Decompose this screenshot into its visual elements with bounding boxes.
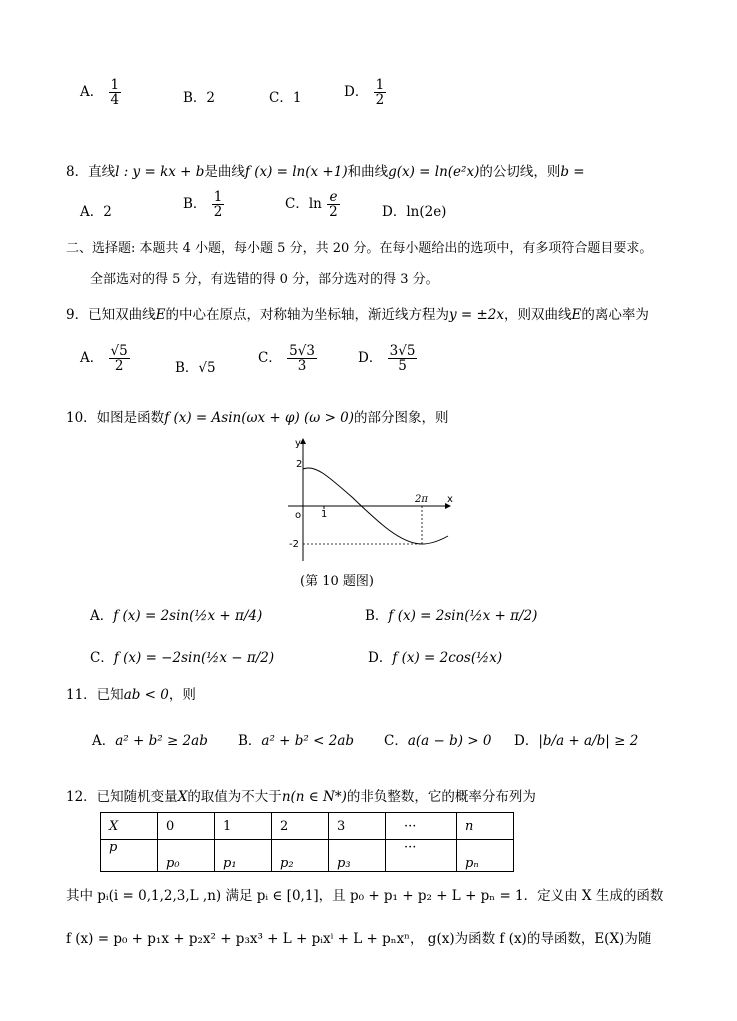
math: (ω > 0) — [304, 410, 355, 426]
text: 的非负整数，它的概率分布列为 — [346, 789, 536, 805]
denominator: 2 — [329, 204, 338, 221]
distribution-table — [100, 812, 514, 872]
q7-option-b — [183, 86, 215, 106]
option-letter: C． — [258, 350, 282, 367]
q12-line3: f (x) = p₀ + p₁x + p₂x² + p₃x³ + L + pᵢxⁱ + L + pₙxⁿ， g(x)为函数 f (x)的导函数，E(X)为随 — [66, 931, 652, 947]
fraction — [212, 190, 225, 219]
text: 和曲线 — [347, 164, 389, 180]
table-cell: 0 — [158, 813, 215, 840]
option-letter: C． — [285, 196, 309, 213]
q7-option-d — [344, 78, 387, 107]
option-letter: C． — [384, 733, 408, 749]
q9-option-d — [358, 344, 418, 373]
text: ，则 — [168, 687, 196, 703]
option-letter: A． — [80, 350, 104, 367]
table-row — [101, 840, 514, 872]
fraction — [327, 190, 340, 219]
table-cell: p₁ — [215, 840, 272, 872]
math: n(n ∈ N*) — [281, 789, 347, 805]
option-letter: A． — [90, 608, 114, 624]
option-letter: B． — [183, 90, 207, 106]
text: 的取值为不大于 — [187, 789, 282, 805]
y-label: y — [295, 438, 301, 449]
section-heading: 二、选择题: 本题共 4 小题，每小题 5 分，共 20 分。在每小题给出的选项中，有多项符合题目要求。 — [66, 241, 653, 256]
option-letter: C． — [90, 650, 114, 666]
numerator: 3√5 — [389, 343, 416, 359]
text: 的离心率为 — [581, 307, 649, 323]
q11-option-a — [92, 729, 208, 749]
table-cell: p₃ — [329, 840, 386, 872]
option-letter: A． — [92, 733, 116, 749]
option-letter: D． — [358, 350, 383, 367]
option-letter: D． — [344, 84, 369, 101]
q7-option-a — [80, 78, 122, 107]
numerator: √5 — [110, 343, 128, 359]
tick-x-1: 1 — [321, 509, 328, 520]
table-cell: p₂ — [272, 840, 329, 872]
option-value: 2 — [103, 204, 112, 220]
q10-option-c — [90, 646, 274, 666]
q10-option-a — [90, 604, 262, 624]
numerator: 5√3 — [289, 343, 315, 359]
table-cell: ··· — [386, 840, 457, 872]
q7-option-c — [269, 86, 301, 106]
fraction — [109, 78, 122, 107]
option-letter: B． — [238, 733, 262, 749]
denominator: 5 — [398, 358, 407, 375]
math: f (x) = ln(x +1) — [244, 164, 348, 180]
table-cell: pₙ — [457, 840, 514, 872]
option-value: 1 — [292, 90, 302, 106]
text: 的公切线，则 — [479, 164, 561, 180]
option-letter: C． — [269, 90, 293, 106]
origin-label: o — [295, 510, 302, 521]
table-cell: n — [457, 813, 514, 840]
denominator: 3 — [297, 358, 307, 375]
q8-option-b — [183, 190, 225, 219]
q11-option-d — [514, 729, 638, 749]
table-cell: X — [101, 813, 158, 840]
q9-option-a — [80, 344, 131, 373]
option-letter: D． — [514, 733, 539, 749]
numerator: 1 — [110, 77, 120, 93]
q9-option-b — [175, 356, 216, 376]
tick-x-2pi: 2π — [415, 494, 428, 505]
q12-stem — [66, 785, 536, 805]
text: 的中心在原点，对称轴为坐标轴，渐近线方程为 — [165, 307, 449, 323]
q8-option-d — [382, 200, 446, 220]
text: 10．如图是函数 — [66, 410, 165, 426]
q10-option-b — [365, 604, 537, 624]
q11-option-c — [384, 729, 492, 749]
numerator: 1 — [213, 189, 223, 205]
q9-option-c — [258, 344, 318, 373]
q8-option-c — [285, 190, 341, 219]
math: X — [177, 789, 188, 805]
table-cell: 2 — [272, 813, 329, 840]
q10-option-d — [368, 646, 502, 666]
tick-y-top: 2 — [296, 459, 303, 470]
option-letter: B． — [183, 196, 207, 213]
option-letter: D． — [368, 650, 393, 666]
text: 12．已知随机变量 — [66, 789, 178, 805]
text: 直线 — [88, 164, 116, 180]
denominator: 2 — [375, 92, 385, 109]
q9-stem — [66, 303, 649, 323]
math: g(x) = ln(e²x) — [388, 164, 480, 180]
math: l : y = kx + b — [115, 164, 205, 180]
denominator: 4 — [110, 92, 120, 109]
section-heading-line2: 全部选对的得 5 分，有选错的得 0 分，部分选对的得 3 分。 — [90, 272, 439, 287]
option-letter: D． — [382, 204, 407, 220]
table-cell: 1 — [215, 813, 272, 840]
math: b = — [560, 164, 585, 180]
table-cell: p — [101, 840, 158, 872]
q8-option-a — [80, 200, 112, 220]
text: 是曲线 — [204, 164, 245, 180]
q10-stem — [66, 406, 449, 426]
option-text: f (x) = −2sin(½x − π/2) — [113, 650, 275, 666]
option-letter: B． — [365, 608, 389, 624]
option-text: a(a − b) > 0 — [407, 733, 492, 749]
table-cell: p₀ — [158, 840, 215, 872]
math: E — [571, 307, 582, 323]
math: ab < 0 — [123, 687, 169, 703]
fraction — [374, 78, 387, 107]
figure-caption: (第 10 题图) — [300, 574, 374, 589]
option-text: a² + b² < 2ab — [261, 733, 355, 749]
table-cell: ··· — [386, 813, 457, 840]
fraction — [109, 344, 130, 373]
option-letter: A． — [80, 84, 104, 101]
option-letter: A． — [80, 204, 104, 220]
table-cell: 3 — [329, 813, 386, 840]
option-text: f (x) = 2sin(½x + π/2) — [388, 608, 538, 624]
fraction — [388, 344, 418, 373]
math: y = ±2x — [448, 307, 504, 323]
option-letter: B． — [175, 360, 199, 376]
q11-option-b — [238, 729, 354, 749]
denominator: 2 — [114, 358, 124, 375]
numerator: 1 — [375, 77, 385, 93]
option-text: f (x) = 2cos(½x) — [392, 650, 503, 666]
denominator: 2 — [213, 204, 223, 221]
math: E — [155, 307, 166, 323]
x-label: x — [447, 494, 453, 505]
q11-stem — [66, 683, 196, 703]
option-text: a² + b² ≥ 2ab — [115, 733, 208, 749]
option-value: 2 — [206, 90, 216, 106]
question-number: 8． — [66, 164, 89, 180]
option-prefix: ln — [308, 196, 322, 213]
option-value: ln(2e) — [406, 204, 447, 220]
option-text: f (x) = 2sin(½x + π/4) — [113, 608, 263, 624]
option-text: |b/a + a/b| ≥ 2 — [538, 733, 639, 749]
sine-graph — [283, 436, 453, 566]
text: 的部分图象，则 — [354, 410, 449, 426]
math: f (x) = Asin(ωx + φ) — [164, 410, 300, 426]
text: ，则双曲线 — [504, 307, 572, 323]
option-value: √5 — [198, 360, 216, 376]
fraction — [287, 344, 317, 373]
numerator: e — [327, 190, 340, 205]
tick-y-bottom: -2 — [289, 539, 299, 550]
text: 9．已知双曲线 — [66, 307, 156, 323]
q12-line2: 其中 pᵢ(i = 0,1,2,3,L ,n) 满足 pᵢ ∈ [0,1]，且 p₀ + p₁ + p₂ + L + pₙ = 1．定义由 X 生成的函数 — [66, 888, 664, 904]
q8-stem — [66, 160, 585, 180]
table-row — [101, 813, 514, 840]
text: 11．已知 — [66, 687, 124, 703]
